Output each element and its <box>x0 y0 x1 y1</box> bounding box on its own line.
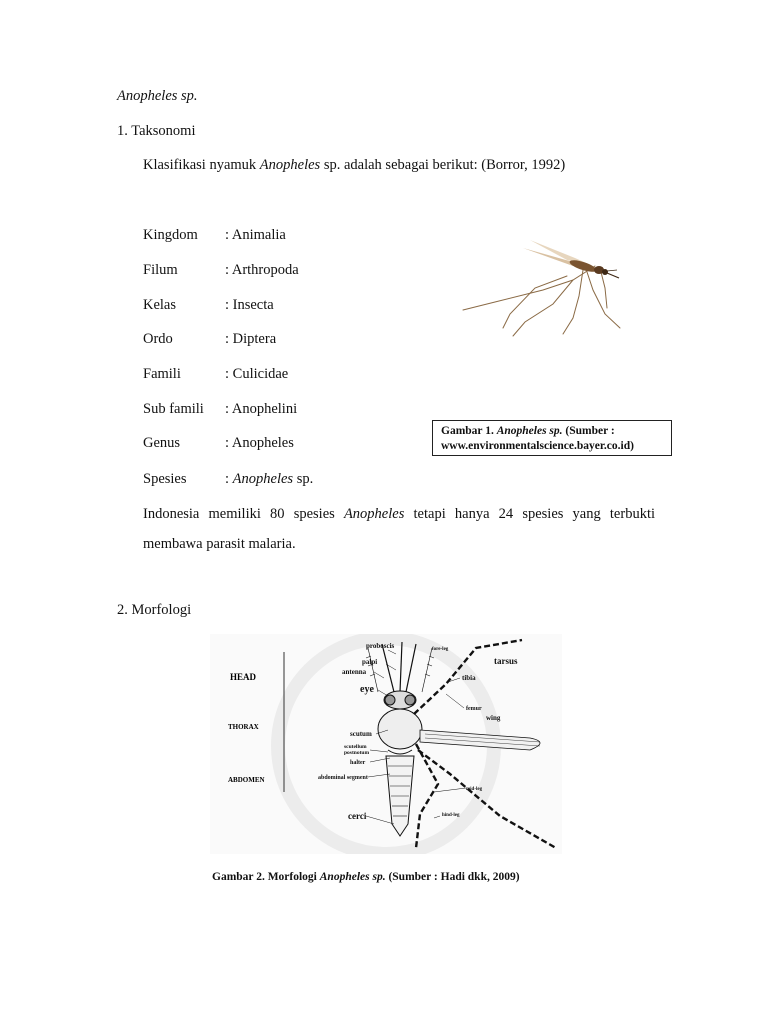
label-scutellum: scutellum <box>344 744 367 750</box>
taxonomy-value: : Anopheles <box>225 435 294 451</box>
label-wing: wing <box>486 714 501 722</box>
label-midleg: mid-leg <box>466 787 483 792</box>
taxonomy-value: : Diptera <box>225 331 277 347</box>
caption-1-suffix: (Sumber : <box>562 425 615 437</box>
taxonomy-label: Famili <box>143 366 181 382</box>
taxonomy-label: Kelas <box>143 297 177 313</box>
eye-left <box>385 695 395 705</box>
taxonomy-label: Spesies <box>143 471 187 487</box>
label-antenna: antenna <box>342 668 367 676</box>
intro-text-italic: Anopheles <box>259 157 321 173</box>
label-femur: femur <box>466 706 482 712</box>
malaria-paragraph <box>143 499 655 559</box>
label-foreleg: fore-leg <box>432 647 449 652</box>
label-halter: halter <box>350 760 366 766</box>
taxonomy-value: : Insecta <box>225 297 274 313</box>
caption-2-italic: Anopheles sp. <box>319 871 386 883</box>
caption-2-prefix: Gambar 2. Morfologi <box>212 871 320 883</box>
paragraph-text-italic: Anopheles <box>343 506 405 522</box>
region-thorax-label: THORAX <box>228 723 259 731</box>
thorax-shape <box>378 709 422 749</box>
label-eye: eye <box>360 684 374 695</box>
paragraph-text-before: Indonesia memiliki 80 spesies <box>143 506 344 522</box>
taxonomy-label: Kingdom <box>143 227 198 243</box>
mosquito-photo <box>455 218 635 338</box>
label-scutum: scutum <box>350 730 372 738</box>
paragraph-text-after: tetapi hanya 24 spesies yang terbukti membawa parasit malaria. <box>143 506 655 552</box>
section-heading-taksonomi: 1. Taksonomi <box>117 123 196 139</box>
taxonomy-value: : Arthropoda <box>225 262 299 278</box>
label-postnotum: postnotum <box>344 750 370 756</box>
classification-intro <box>143 157 565 174</box>
species-suffix: sp. <box>293 471 314 487</box>
taxonomy-value <box>225 471 313 488</box>
caption-2-suffix: (Sumber : Hadi dkk, 2009) <box>385 871 520 883</box>
taxonomy-value: : Anophelini <box>225 401 298 417</box>
taxonomy-value: : Culicidae <box>225 366 289 382</box>
morphology-diagram <box>210 634 562 854</box>
figure-2-caption <box>212 871 520 883</box>
region-head-label: HEAD <box>230 672 257 682</box>
caption-1-prefix: Gambar 1. <box>441 425 497 437</box>
label-proboscis: proboscis <box>366 642 395 650</box>
label-abdominal-segment: abdominal segment <box>318 775 368 781</box>
taxonomy-label: Ordo <box>143 331 173 347</box>
eye-right <box>405 695 415 705</box>
taxonomy-label: Genus <box>143 435 181 451</box>
taxonomy-label: Filum <box>143 262 178 278</box>
label-palpi: palpi <box>362 658 378 666</box>
species-italic: Anopheles <box>232 471 294 487</box>
taxonomy-label: Sub famili <box>143 401 204 417</box>
document-title: Anopheles sp. <box>117 88 198 104</box>
caption-1-source-url: www.environmentalscience.bayer.co.id) <box>441 440 634 452</box>
label-tibia: tibia <box>462 674 476 682</box>
intro-text-after: sp. adalah sebagai berikut: (Borror, 1992) <box>320 157 566 173</box>
section-heading-morfologi: 2. Morfologi <box>117 602 192 618</box>
caption-1-italic: Anopheles sp. <box>496 425 563 437</box>
intro-text-before: Klasifikasi nyamuk <box>143 157 260 173</box>
figure-1-caption <box>432 420 672 456</box>
region-abdomen-label: ABDOMEN <box>228 776 265 784</box>
species-prefix: : <box>225 471 233 487</box>
label-hindleg: hind-leg <box>442 813 460 818</box>
label-cerci: cerci <box>348 811 367 821</box>
taxonomy-value: : Animalia <box>225 227 286 243</box>
label-tarsus: tarsus <box>494 656 518 666</box>
